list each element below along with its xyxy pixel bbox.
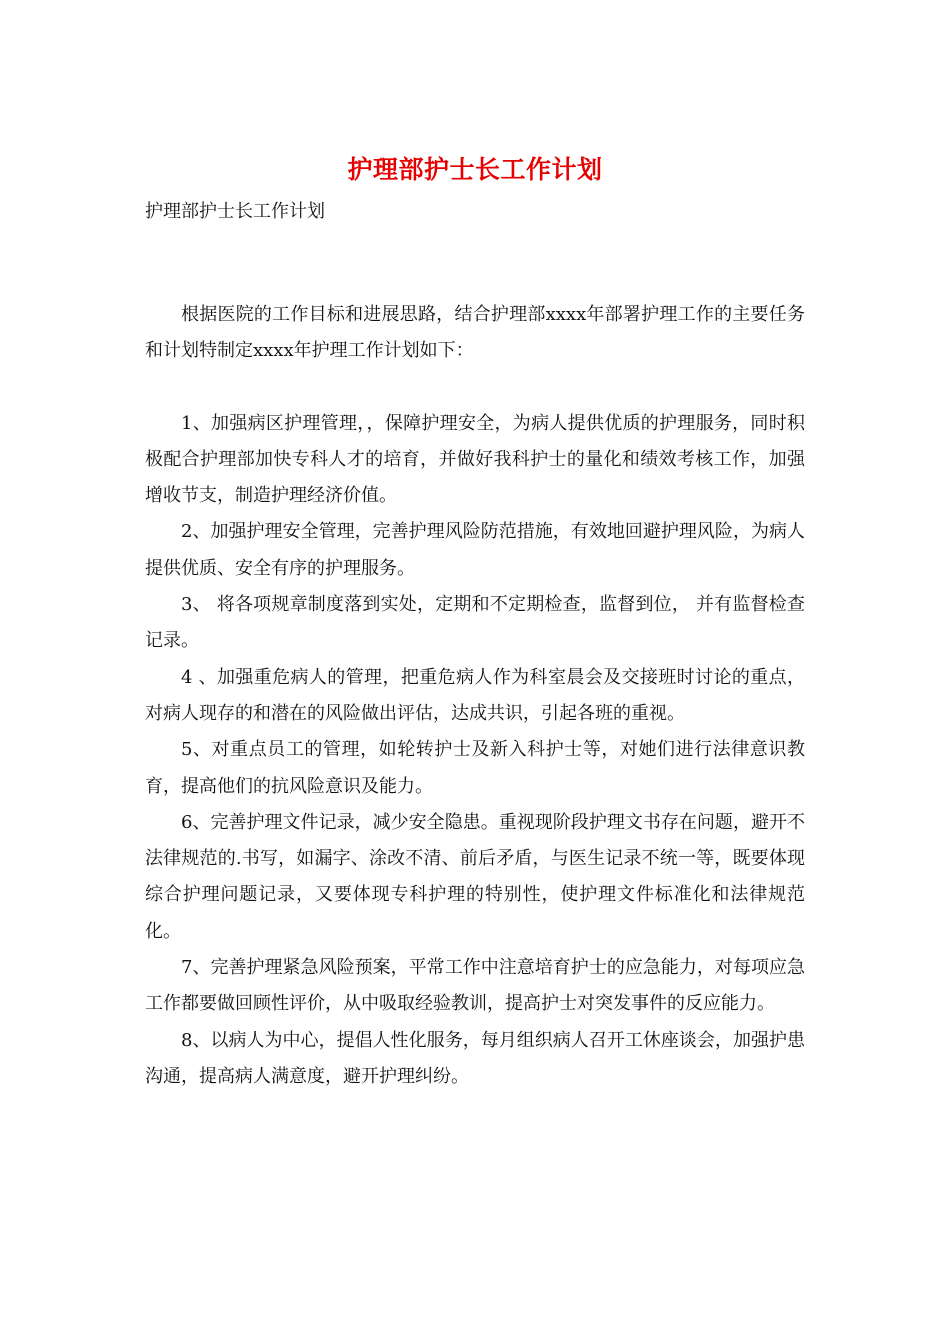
plan-item-5: 5、对重点员工的管理，如轮转护士及新入科护士等，对她们进行法律意识教育，提高他们的抗风险意识及能力。 xyxy=(145,739,805,797)
document-subtitle: 护理部护士长工作计划 xyxy=(145,201,325,222)
plan-item-7: 7、完善护理紧急风险预案，平常工作中注意培育护士的应急能力，对每项应急工作都要做回顾性评价，从中吸取经验教训，提高护士对突发事件的反应能力。 xyxy=(145,957,805,1015)
plan-item-8: 8、以病人为中心，提倡人性化服务，每月组织病人召开工休座谈会，加强护患沟通，提高病人满意度，避开护理纠纷。 xyxy=(145,1029,805,1087)
intro-paragraph: 根据医院的工作目标和进展思路，结合护理部xxxx年部署护理工作的主要任务和计划特制定xxxx年护理工作计划如下： xyxy=(145,304,805,362)
document-body xyxy=(145,297,805,1095)
document-title: 护理部护士长工作计划 xyxy=(347,155,603,184)
plan-item-6: 6、完善护理文件记录，减少安全隐患。重视现阶段护理文书存在问题，避开不法律规范的.书写，如漏字、涂改不清、前后矛盾，与医生记录不统一等，既要体现综合护理问题记录，又要体现专科护理的特别性，使护理文件标准化和法律规范化。 xyxy=(145,811,805,942)
plan-item-4: 4 、加强重危病人的管理，把重危病人作为科室晨会及交接班时讨论的重点，对病人现存的和潜在的风险做出评估，达成共识，引起各班的重视。 xyxy=(145,666,805,724)
plan-item-1: 1、加强病区护理管理，，保障护理安全，为病人提供优质的护理服务，同时积极配合护理部加快专科人才的培育，并做好我科护士的量化和绩效考核工作，加强增收节支，制造护理经济价值。 xyxy=(145,412,805,507)
plan-item-2: 2、加强护理安全管理，完善护理风险防范措施，有效地回避护理风险，为病人提供优质、安全有序的护理服务。 xyxy=(145,521,805,579)
paragraph-spacer xyxy=(145,370,805,406)
plan-item-3: 3、 将各项规章制度落到实处，定期和不定期检查，监督到位， 并有监督检查记录。 xyxy=(145,594,805,652)
